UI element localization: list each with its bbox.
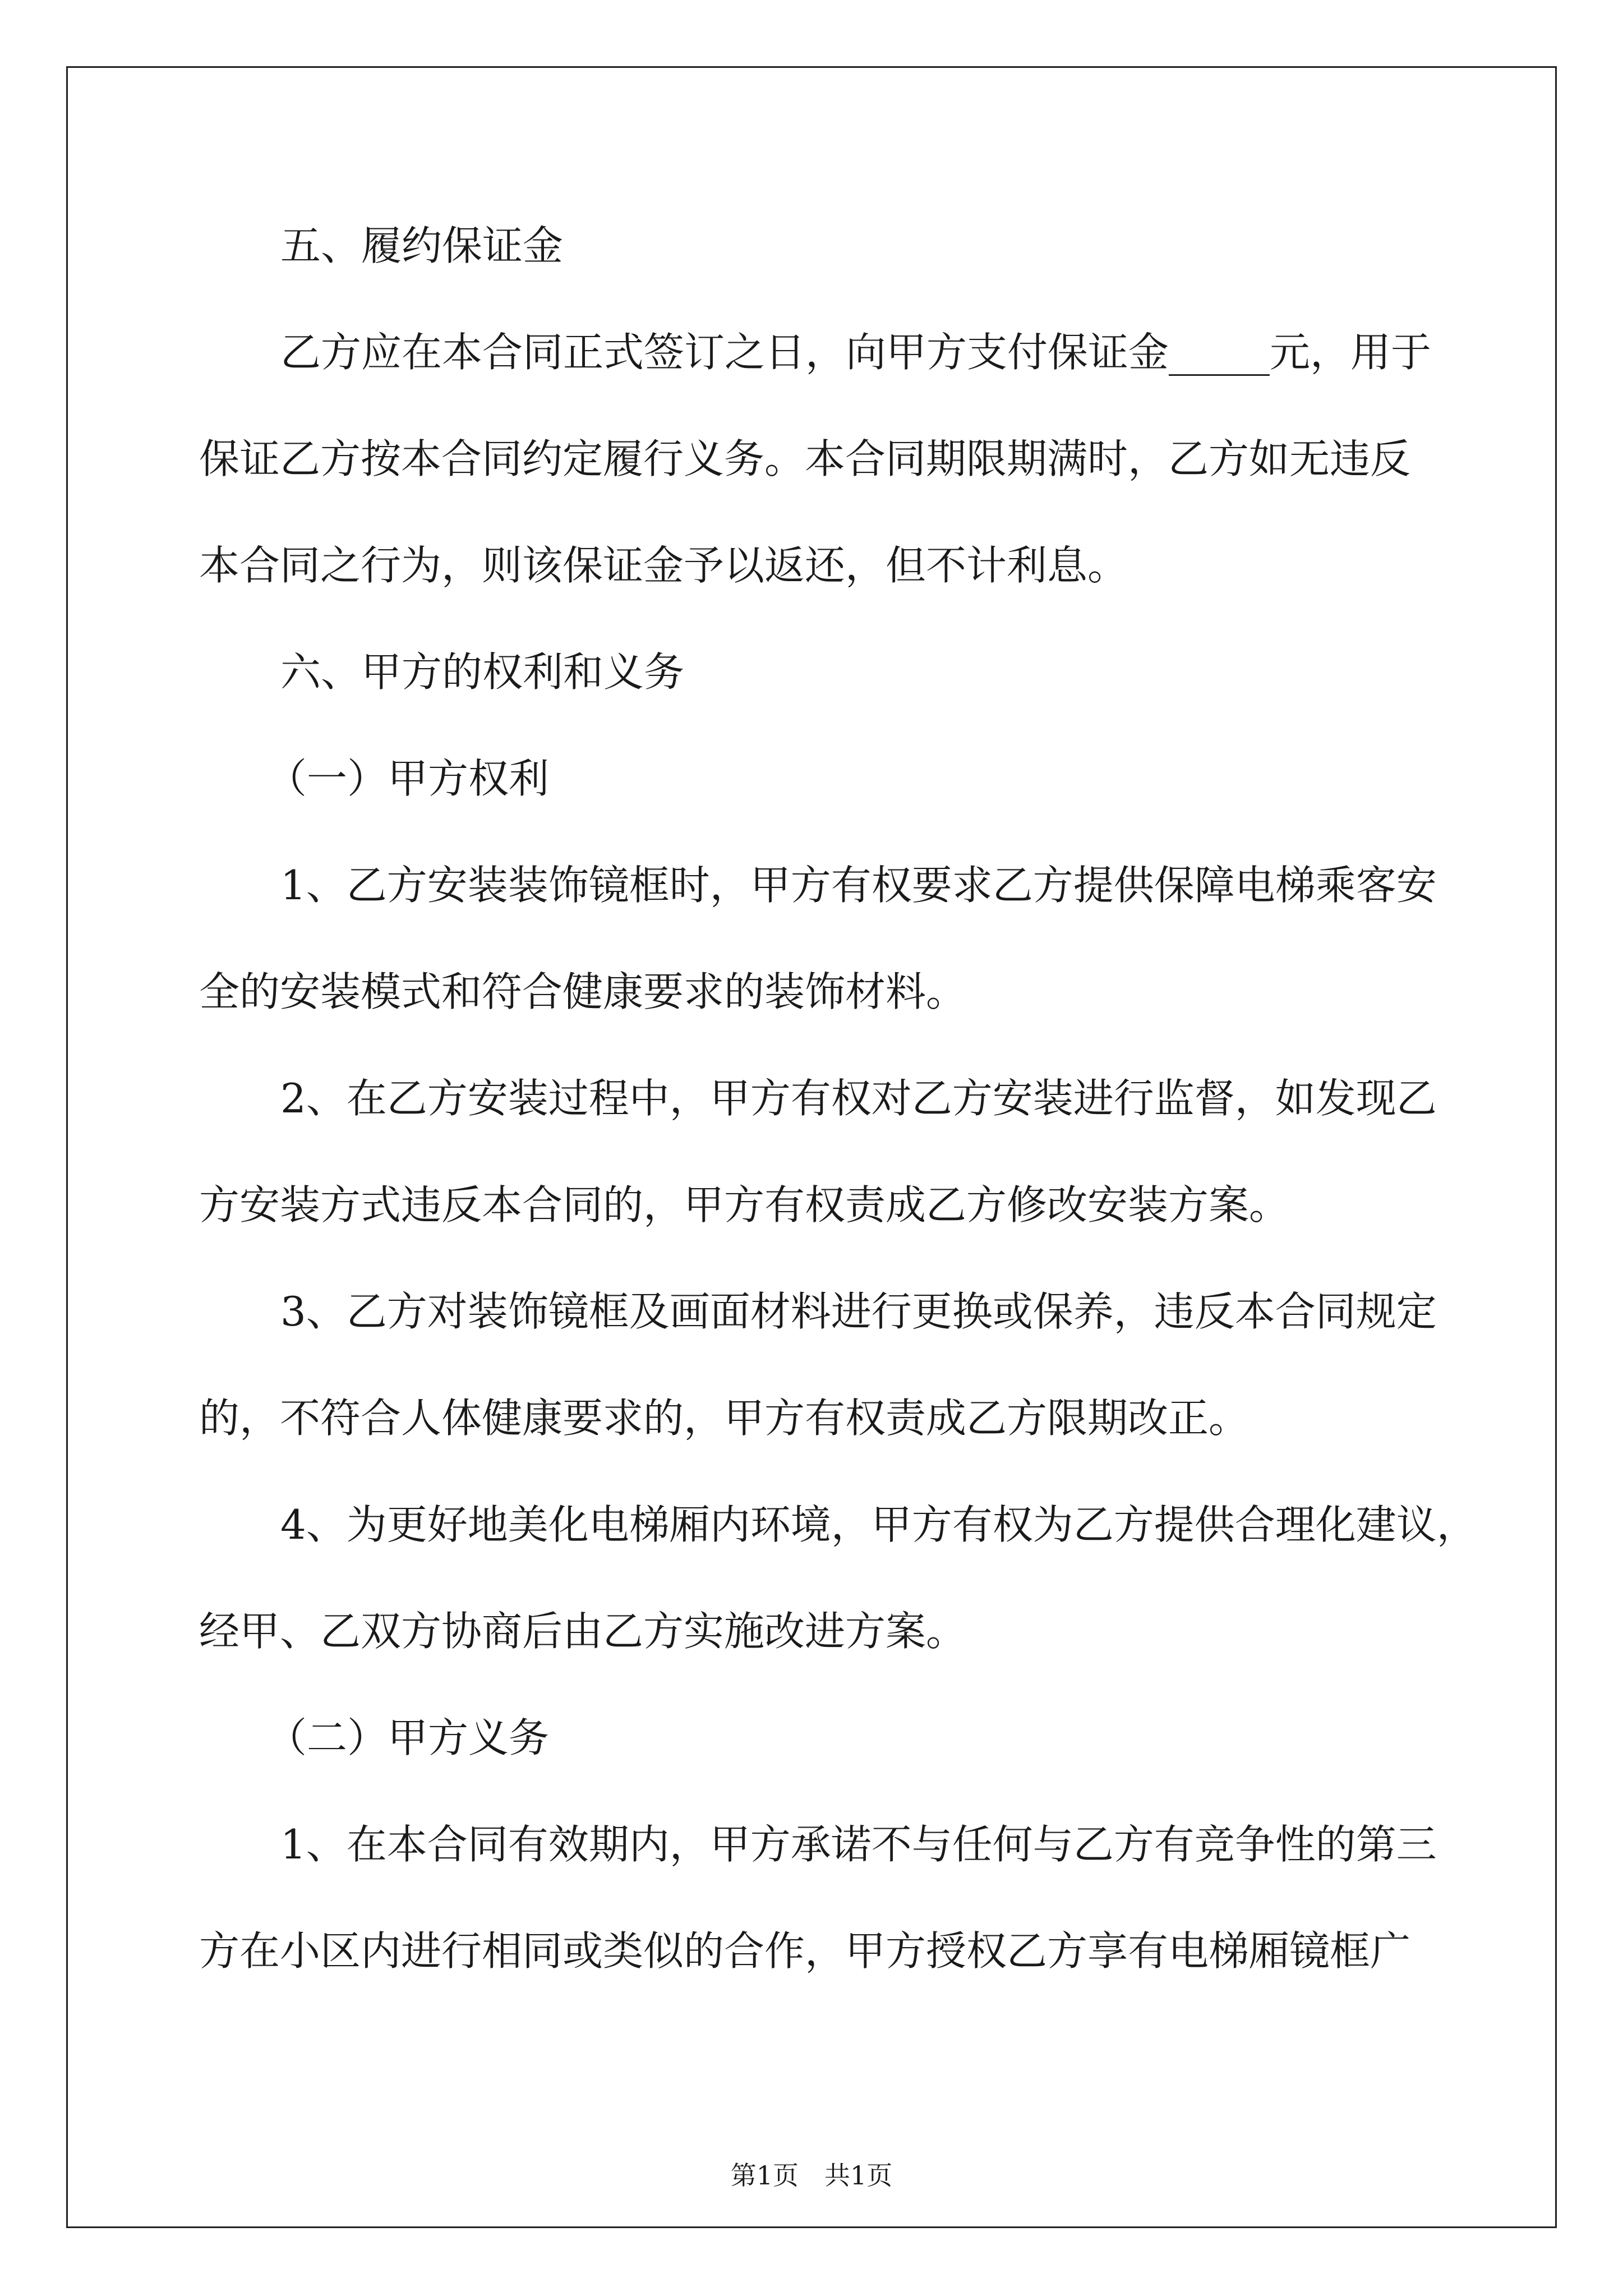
paragraph-line: 1、乙方安装装饰镜框时，甲方有权要求乙方提供保障电梯乘客安 <box>280 862 1437 909</box>
paragraph-line: 方在小区内进行相同或类似的合作，甲方授权乙方享有电梯厢镜框广 <box>199 1927 1411 1975</box>
page-number-footer: 第1页 共1页 <box>730 2160 893 2191</box>
paragraph-line: 1、在本合同有效期内，甲方承诺不与任何与乙方有竞争性的第三 <box>280 1821 1437 1868</box>
section-heading-5: 五、履约保证金 <box>280 222 564 269</box>
paragraph-line: 保证乙方按本合同约定履行义务。本合同期限期满时，乙方如无违反 <box>199 435 1411 482</box>
paragraph-line: 方安装方式违反本合同的，甲方有权责成乙方修改安装方案。 <box>199 1181 1290 1228</box>
paragraph-line: 2、在乙方安装过程中，甲方有权对乙方安装进行监督，如发现乙 <box>280 1075 1437 1122</box>
section-heading-6: 六、甲方的权利和义务 <box>280 648 685 696</box>
paragraph-line: 3、乙方对装饰镜框及画面材料进行更换或保养，违反本合同规定 <box>280 1288 1437 1335</box>
paragraph-line: 全的安装模式和符合健康要求的装饰材料。 <box>199 968 967 1015</box>
paragraph-line: 的，不符合人体健康要求的，甲方有权责成乙方限期改正。 <box>199 1395 1249 1442</box>
paragraph-line: 4、为更好地美化电梯厢内环境，甲方有权为乙方提供合理化建议， <box>280 1501 1477 1548</box>
paragraph-line: 本合同之行为，则该保证金予以返还，但不计利息。 <box>199 542 1128 589</box>
page-border <box>66 66 1557 2228</box>
subsection-heading-obligations: （二）甲方义务 <box>266 1714 550 1761</box>
paragraph-line: 经甲、乙双方协商后由乙方实施改进方案。 <box>199 1608 967 1655</box>
subsection-heading-rights: （一）甲方权利 <box>266 755 550 802</box>
paragraph-line: 乙方应在本合同正式签订之日，向甲方支付保证金_____元，用于 <box>280 329 1432 376</box>
